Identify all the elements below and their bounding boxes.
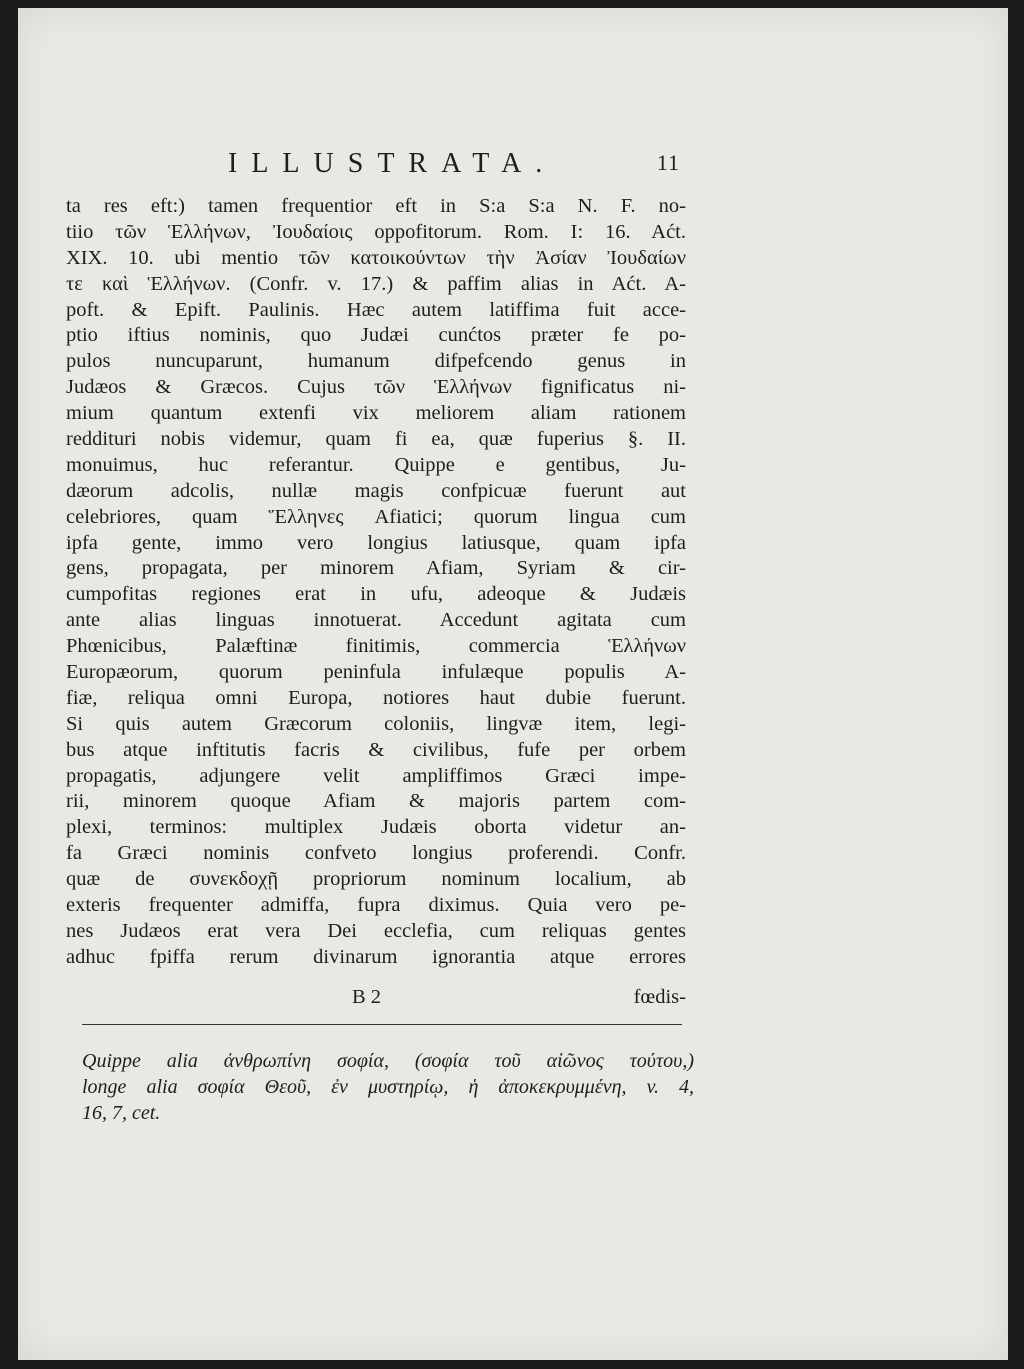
text-line: rii, minorem quoque Afiam & majoris partem com- (66, 790, 686, 813)
text-line: τε καὶ Ἑλλήνων. (Confr. v. 17.) & paffim alias in Aćt. A- (66, 272, 686, 295)
text-line: Europæorum, quorum peninfula infulæque populis A- (66, 661, 686, 684)
text-line: poft. & Epift. Paulinis. Hæc autem latiffima fuit acce- (66, 298, 686, 321)
text-line: reddituri nobis videmur, quam fi ea, quæ fuperius §. II. (66, 428, 686, 451)
text-line: ante alias linguas innotuerat. Accedunt agitata cum (66, 609, 686, 632)
text-line: celebriores, quam Ἕλληνες Afiatici; quorum lingua cum (66, 505, 686, 528)
text-line: quæ de συνεκδοχῇ propriorum nominum localium, ab (66, 868, 686, 891)
footnote (82, 1048, 694, 1126)
footnote-line: 16, 7, cet. (82, 1102, 161, 1124)
text-line: mium quantum extenfi vix meliorem aliam rationem (66, 402, 686, 425)
text-line: dæorum adcolis, nullæ magis confpicuæ fuerunt aut (66, 479, 686, 502)
text-line: ipfa gente, immo vero longius latiusque, quam ipfa (66, 531, 686, 554)
text-line: Phœnicibus, Palæftinæ finitimis, commercia Ἑλλήνων (66, 635, 686, 658)
text-line: pulos nuncuparunt, humanum difpefcendo genus in (66, 350, 686, 373)
running-title: ILLUSTRATA. (228, 148, 557, 179)
text-line: nes Judæos erat vera Dei ecclefia, cum reliquas gentes (66, 919, 686, 942)
text-line: fiæ, reliqua omni Europa, notiores haut dubie fuerunt. (66, 686, 686, 709)
footnote-line: Quippe alia ἀνθρωπίνη σοφία, (σοφία τοῦ αἰῶνος τούτου,) (82, 1050, 694, 1072)
footnote-line: longe alia σοφία Θεοῦ, ἐν μυστηρίῳ, ἡ ἀποκεκρυμμένη, v. 4, (82, 1076, 694, 1098)
text-line: ta res eft:) tamen frequentior eft in S:a S:a N. F. no- (66, 195, 686, 217)
footnote-rule (82, 1024, 682, 1025)
signature-row (66, 986, 686, 1014)
text-line: propagatis, adjungere velit ampliffimos Græci impe- (66, 764, 686, 787)
text-line: plexi, terminos: multiplex Judæis oborta videtur an- (66, 816, 686, 839)
text-line: exteris frequenter admiffa, fupra diximus. Quia vero pe- (66, 894, 686, 917)
text-line: Si quis autem Græcorum coloniis, lingvæ item, legi- (66, 712, 686, 735)
body-text (66, 194, 686, 971)
text-line: bus atque inftitutis facris & civilibus, fufe per orbem (66, 738, 686, 761)
text-line: fa Græci nominis confveto longius proferendi. Confr. (66, 842, 686, 865)
text-line: XIX. 10. ubi mentio τῶν κατοικούντων τὴν Ἀσίαν Ἰουδαίων (66, 246, 686, 269)
text-line: adhuc fpiffa rerum divinarum ignorantia atque errores (66, 945, 686, 968)
page-header (228, 148, 680, 184)
text-line: monuimus, huc referantur. Quippe e gentibus, Ju- (66, 453, 686, 476)
text-line: ptio iftius nominis, quo Judæi cunćtos præter fe po- (66, 324, 686, 347)
page-number: 11 (656, 150, 680, 175)
text-line: Judæos & Græcos. Cujus τῶν Ἑλλήνων fignificatus ni- (66, 376, 686, 399)
text-line: tiio τῶν Ἑλλήνων, Ἰουδαίοις oppofitorum. Rom. I: 16. Aćt. (66, 220, 686, 243)
catchword: fœdis- (633, 986, 686, 1008)
signature-mark: B 2 (352, 986, 382, 1008)
text-line: gens, propagata, per minorem Afiam, Syriam & cir- (66, 557, 686, 580)
text-line: cumpofitas regiones erat in ufu, adeoque & Judæis (66, 583, 686, 606)
